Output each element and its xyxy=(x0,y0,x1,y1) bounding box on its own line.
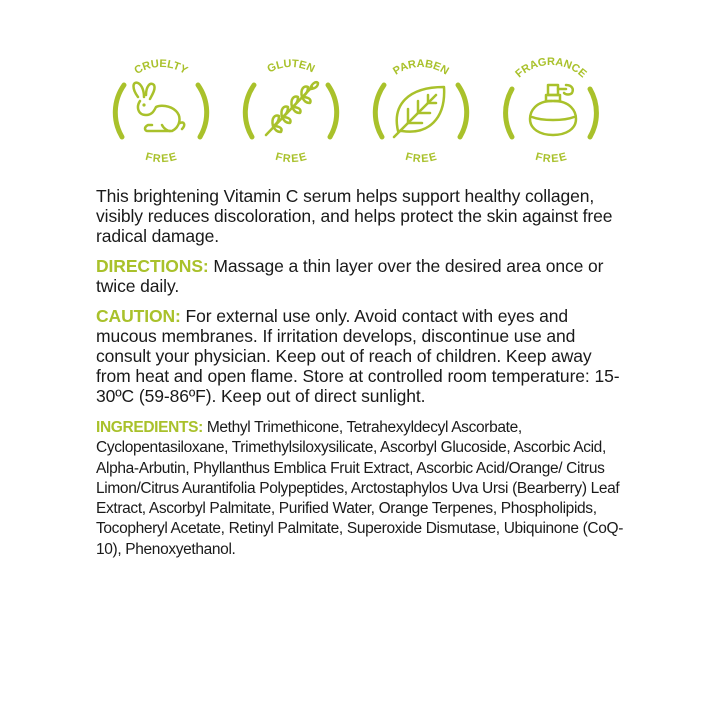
caution-text: For external use only. Avoid contact with eyes and mucous membranes. If irritation develops, discontinue use and consult your physician. Keep out of reach of children. Keep away from heat and open flame. Store at controlled room temperature: 15-30ºC (59-86ºF). Keep out of direct sunlight. xyxy=(96,306,620,406)
svg-text:FREE xyxy=(534,151,568,165)
badge-bottom-label: FREE xyxy=(404,151,438,166)
badge-bottom-label: FREE xyxy=(144,151,178,166)
badge-top-label: CRUELTY xyxy=(132,57,190,77)
badge-top-label: PARABEN xyxy=(391,57,451,78)
intro-text: This brightening Vitamin C serum helps support healthy collagen, visibly reduces discoloration, and helps protect the skin against free radical damage. xyxy=(96,186,613,246)
directions-label: DIRECTIONS: xyxy=(96,256,209,276)
badge-cruelty-free xyxy=(96,45,226,175)
badge-gluten-free xyxy=(226,45,356,175)
ingredients-label: INGREDIENTS: xyxy=(96,419,203,436)
rabbit-icon xyxy=(134,83,185,131)
directions-text: Massage a thin layer over the desired area once or twice daily. xyxy=(96,256,604,296)
badge-fragrance-free xyxy=(486,45,616,175)
badge-top-label: FRAGRANCE xyxy=(513,56,589,81)
svg-text:FREE xyxy=(274,151,308,165)
free-from-badges xyxy=(96,45,616,175)
badge-paraben-free xyxy=(356,45,486,175)
caution-section xyxy=(96,306,626,406)
ingredients-text: Methyl Trimethicone, Tetrahexyldecyl Ascorbate, Cyclopentasiloxane, Trimethylsiloxysilicate, Ascorbyl Glucoside, Ascorbic Acid, Alpha-Arbutin, Phyllanthus Emblica Fruit Extract, Ascorbic Acid/Orange/ Citrus Limon/Citrus Aurantifolia Polypeptides, Arctostaphylos Uva Ursi (Bearberry) Leaf Extract, Ascorbyl Palmitate, Purified Water, Orange Terpenes, Phospholipids, Tocopheryl Acetate, Retinyl Palmitate, Superoxide Dismutase, Ubiquinone (CoQ-10), Phenoxyethanol. xyxy=(96,419,624,558)
perfume-bottle-icon xyxy=(530,85,576,135)
badge-bottom-label: FREE xyxy=(534,151,568,166)
svg-text:FRAGRANCE xyxy=(513,56,588,80)
directions-section xyxy=(96,256,626,296)
svg-text:PARABEN xyxy=(391,58,451,78)
svg-text:FREE xyxy=(404,151,438,165)
ingredients-section xyxy=(96,418,626,560)
badge-bottom-label: FREE xyxy=(274,151,308,166)
caution-label: CAUTION: xyxy=(96,306,181,326)
svg-text:CRUELTY xyxy=(132,58,190,77)
wheat-icon xyxy=(266,82,318,135)
label-copy xyxy=(96,186,626,560)
svg-text:FREE xyxy=(144,151,178,165)
leaf-icon xyxy=(394,87,444,137)
svg-text:GLUTEN xyxy=(266,58,317,76)
badge-top-label: GLUTEN xyxy=(265,57,317,76)
